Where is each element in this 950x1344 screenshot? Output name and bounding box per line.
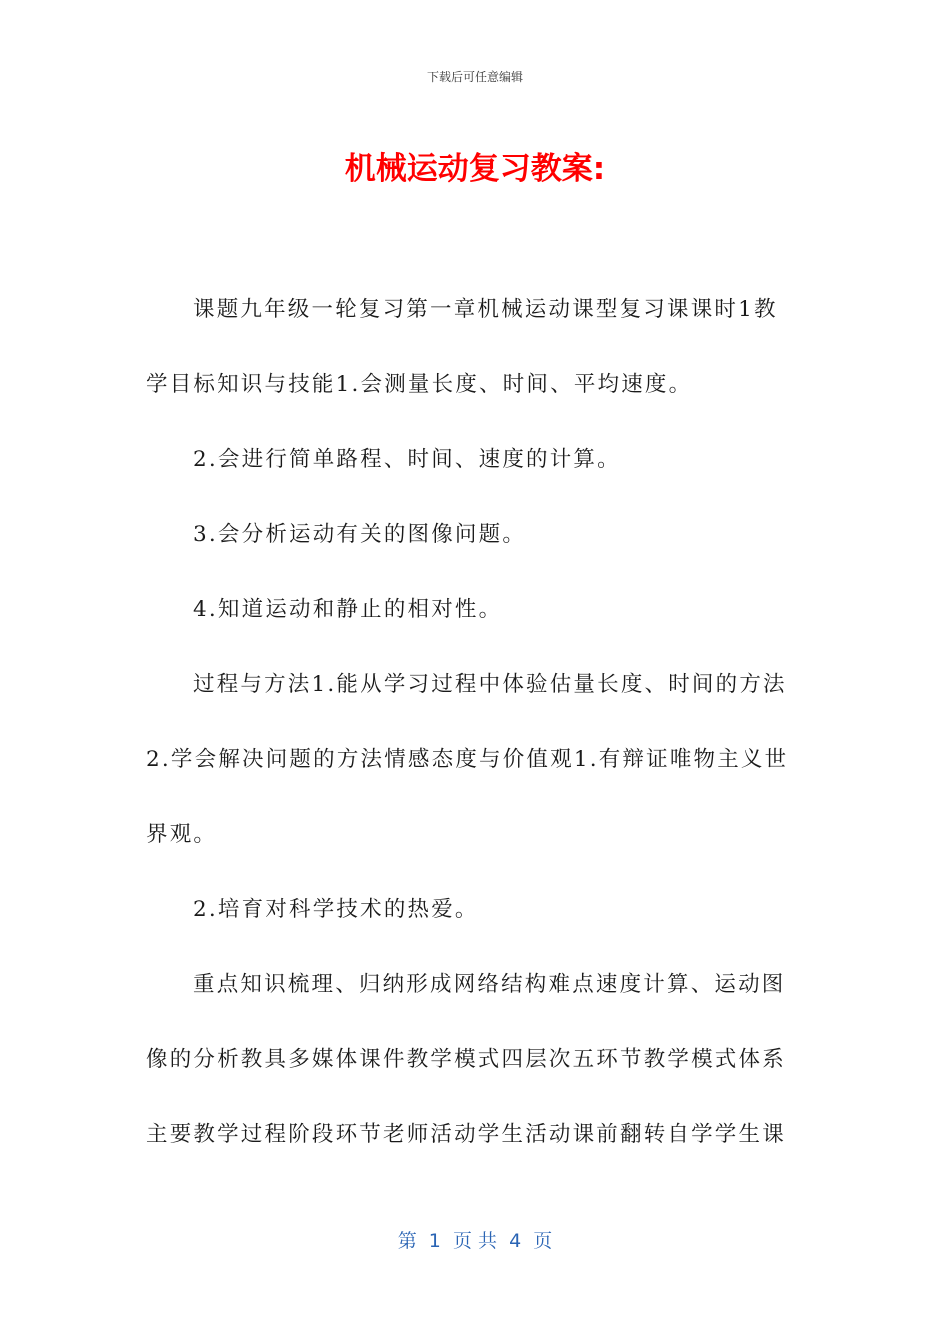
paragraph-3: 3.会分析运动有关的图像问题。 — [193, 522, 527, 547]
page-footer: 第 1 页 共 4 页 — [397, 1230, 553, 1252]
paragraph-4: 4.知道运动和静止的相对性。 — [193, 597, 503, 622]
paragraph-1: 课题九年级一轮复习第一章机械运动课型复习课课时1教学目标知识与技能1.会测量长度、时间、平均速度。 — [146, 297, 778, 397]
paragraph-6: 2.培育对科学技术的热爱。 — [193, 897, 479, 922]
paragraph-7: 重点知识梳理、归纳形成网络结构难点速度计算、运动图像的分析教具多媒体课件教学模式四层次五环节教学模式体系主要教学过程阶段环节老师活动学生活动课前翻转自学学生课 — [146, 972, 786, 1147]
document-title: 机械运动复习教案: — [344, 151, 606, 187]
document-body — [146, 272, 796, 1172]
header-note: 下载后可任意编辑 — [426, 70, 523, 84]
paragraph-5: 过程与方法1.能从学习过程中体验估量长度、时间的方法2.学会解决问题的方法情感态度与价值观1.有辩证唯物主义世界观。 — [146, 672, 789, 847]
paragraph-2: 2.会进行简单路程、时间、速度的计算。 — [193, 447, 621, 472]
